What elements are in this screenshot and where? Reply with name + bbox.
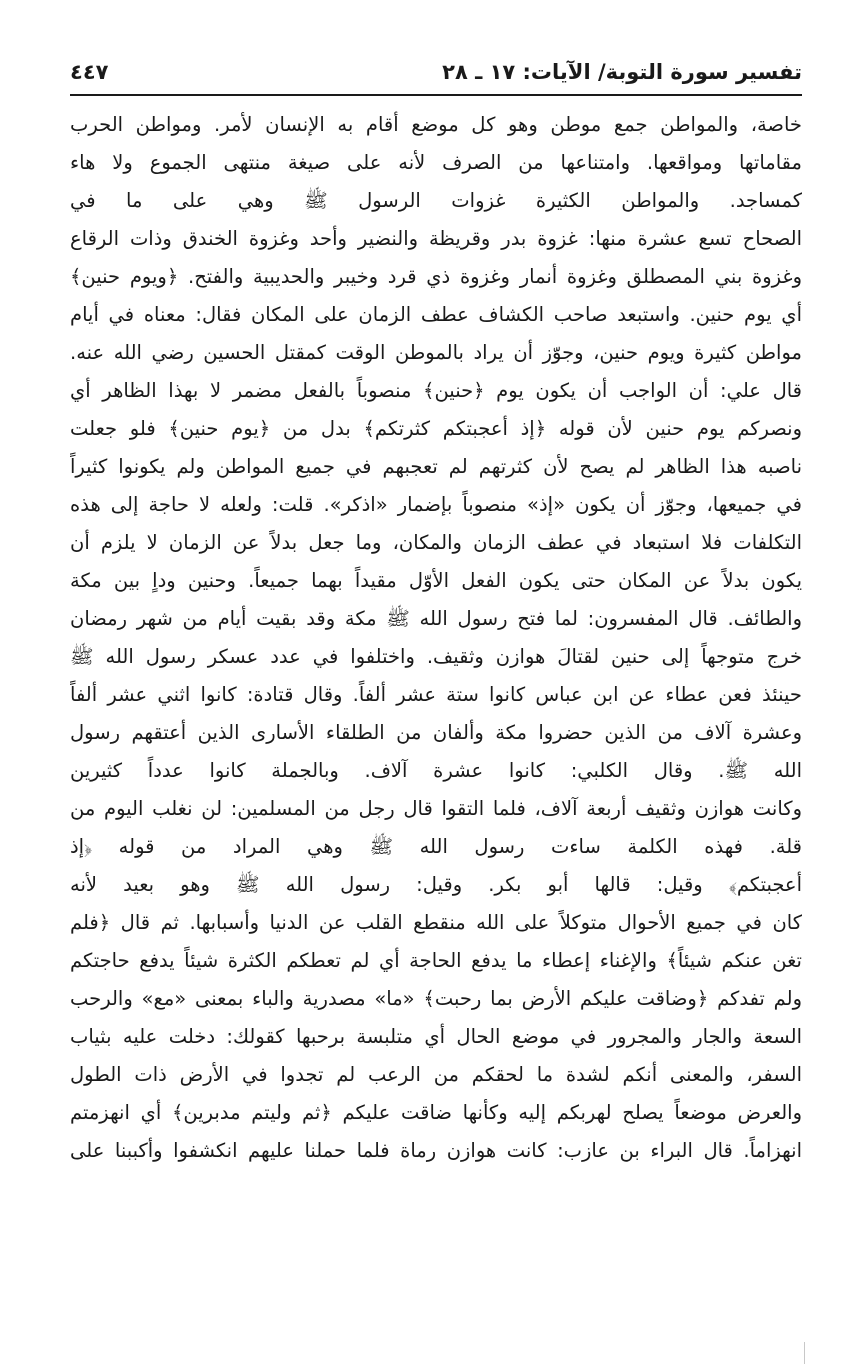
text-line: أعجبتكم﴾ وقيل: قالها أبو بكر. وقيل: رسول الله ﷺ وهو بعيد لأنه — [70, 873, 802, 896]
text-line: قال علي: أن الواجب أن يكون يوم ﴿حنين﴾ منصوباً بالفعل مضمر لا بهذا الظاهر أي — [70, 379, 802, 402]
text-line: تغن عنكم شيئاً﴾ والإغناء إعطاء ما يدفع الحاجة أي لم تعطكم الكثرة شيئاً يدفع حاجتكم — [70, 949, 802, 972]
text-line: مقاماتها ومواقعها. وامتناعها من الصرف لأنه على صيغة منتهى الجموع ولا هاء — [70, 151, 802, 174]
text-line: قلة. فهذه الكلمة ساءت رسول الله ﷺ وهي المراد من قوله ﴿إذ — [70, 835, 802, 858]
body-text — [70, 106, 802, 1170]
text-line: انهزاماً. قال البراء بن عازب: كانت هوازن رماة فلما حملنا عليهم انكشفوا وأكببنا على — [70, 1139, 802, 1162]
text-line: حينئذ فعن عطاء عن ابن عباس كانوا ستة عشر ألفاً. وقال قتادة: كانوا اثني عشر ألفاً — [70, 683, 802, 706]
text-line: وكانت هوازن وثقيف أربعة آلاف، فلما التقوا قال رجل من المسلمين: لن نغلب اليوم من — [70, 797, 802, 820]
text-line: ونصركم يوم حنين لأن قوله ﴿إذ أعجبتكم كثرتكم﴾ بدل من ﴿يوم حنين﴾ فلو جعلت — [70, 417, 802, 440]
page-number: ٤٤٧ — [70, 60, 109, 84]
text-line: خرج متوجهاً إلى حنين لقتالَ هوازن وثقيف. واختلفوا في عدد عسكر رسول الله ﷺ — [70, 645, 802, 668]
text-line: التكلفات فلا استبعاد في عطف الزمان والمكان، وما جعل بدلاً عن الزمان لا يلزم أن — [70, 531, 802, 554]
text-line: وعشرة آلاف من الذين حضروا مكة وألفان من الطلقاء الأسارى الذين أعتقهم رسول — [70, 721, 802, 744]
text-line: والطائف. قال المفسرون: لما فتح رسول الله ﷺ مكة وقد بقيت أيام من شهر رمضان — [70, 607, 802, 630]
running-title: تفسير سورة التوبة/ الآيات: ١٧ ـ ٢٨ — [442, 60, 802, 84]
text-line: الصحاح تسع عشرة منها: غزوة بدر وقريظة والنضير وأحد وغزوة الخندق وذات الرقاع — [70, 227, 802, 250]
text-line: مواطن كثيرة ويوم حنين، وجوّز أن يراد بالموطن الوقت كمقتل الحسين رضي الله عنه. — [70, 341, 802, 364]
text-line: في جميعها، وجوّز أن يكون «إذ» منصوباً بإضمار «اذكر». قلت: ولعله لا حاجة إلى هذه — [70, 493, 802, 516]
text-line: وغزوة بني المصطلق وغزوة أنمار وغزوة ذي قرد وخيبر والحديبية والفتح. ﴿ويوم حنين﴾ — [70, 265, 802, 288]
text-line: الله ﷺ. وقال الكلبي: كانوا عشرة آلاف. وبالجملة كانوا عدداً كثيرين — [70, 759, 802, 782]
text-line: أي يوم حنين. واستبعد صاحب الكشاف عطف الزمان على المكان فقال: معناه في أيام — [70, 303, 802, 326]
text-line: كمساجد. والمواطن الكثيرة غزوات الرسول ﷺ وهي على ما في — [70, 189, 802, 212]
text-line: كان في جميع الأحوال متوكلاً على الله منقطع القلب عن الدنيا وأسبابها. ثم قال ﴿فلم — [70, 911, 802, 934]
text-line: ولم تفدكم ﴿وضاقت عليكم الأرض بما رحبت﴾ «ما» مصدرية والباء بمعنى «مع» والرحب — [70, 987, 802, 1010]
text-line: السفر، والمعنى أنكم لشدة ما لحقكم من الرعب لم تجدوا في الأرض ذات الطول — [70, 1063, 802, 1086]
text-line: ناصبه هذا الظاهر لم يصح لأن كثرتهم لم تعجبهم في جميع المواطن ولم يكونوا كثيراً — [70, 455, 802, 478]
text-line: السعة والجار والمجرور في موضع الحال أي متلبسة برحبها كقولك: دخلت عليه بثياب — [70, 1025, 802, 1048]
header-rule — [70, 94, 802, 96]
text-line: خاصة، والمواطن جمع موطن وهو كل موضع أقام به الإنسان لأمر. ومواطن الحرب — [70, 113, 802, 136]
page-header — [70, 58, 802, 92]
text-line: والعرض موضعاً يصلح لهربكم إليه وكأنها ضاقت عليكم ﴿ثم وليتم مدبرين﴾ أي انهزمتم — [70, 1101, 802, 1124]
text-line: يكون بدلاً عن المكان حتى يكون الفعل الأوّل مقيداً بهما جميعاً. وحنين وداٍ بين مكة — [70, 569, 802, 592]
margin-mark — [804, 1342, 808, 1364]
